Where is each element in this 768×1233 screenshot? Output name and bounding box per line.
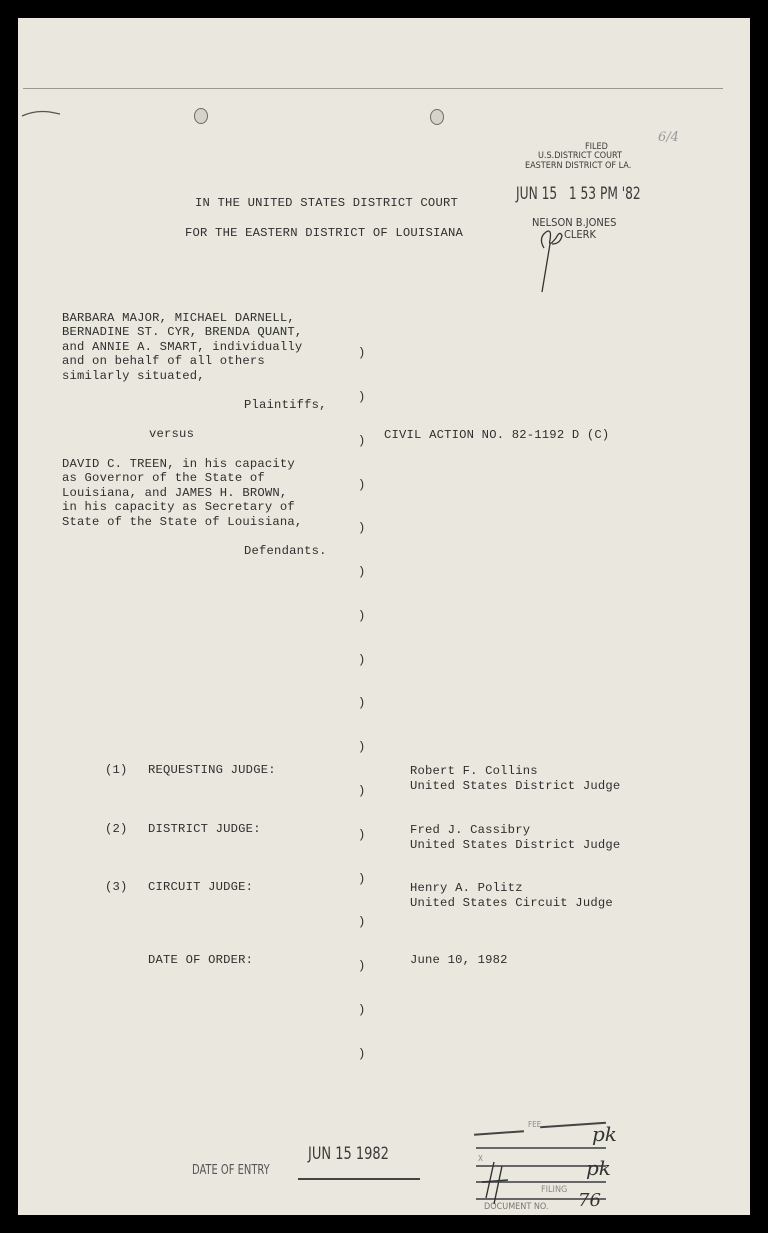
court-caption-line2: FOR THE EASTERN DISTRICT OF LOUISIANA [185, 226, 464, 240]
pen-mark [20, 106, 80, 120]
date-of-entry-underline [298, 1178, 420, 1180]
date-of-order-label: DATE OF ORDER: [148, 953, 254, 967]
filed-court: U.S.DISTRICT COURT [538, 151, 622, 161]
docket-x-mark: X [478, 1154, 483, 1163]
plaintiff-line: BARBARA MAJOR, MICHAEL DARNELL, [62, 311, 295, 325]
judge-name: Robert F. Collins [410, 764, 538, 778]
judge-title: United States District Judge [410, 838, 621, 852]
punch-hole-right [430, 109, 444, 125]
caption-parentheses: ) ) ) ) ) ) ) ) ) ) ) ) ) ) ) ) ) [358, 346, 366, 1061]
plaintiffs-label: Plaintiffs, [244, 398, 327, 412]
plaintiff-line: and ANNIE A. SMART, individually [62, 340, 303, 354]
docket-initial: pk [592, 1122, 617, 1146]
defendant-line: Louisiana, and JAMES H. BROWN, [62, 486, 288, 500]
filed-district: EASTERN DISTRICT OF LA. [525, 161, 632, 171]
judge-number: (1) [105, 763, 128, 777]
defendant-line: as Governor of the State of [62, 471, 265, 485]
plaintiff-line: similarly situated, [62, 369, 205, 383]
defendants-label: Defendants. [244, 544, 327, 558]
judge-name: Fred J. Cassibry [410, 823, 531, 837]
docket-handwritten-mark [480, 1158, 510, 1208]
defendant-line: DAVID C. TREEN, in his capacity [62, 457, 295, 471]
date-of-entry-value: JUN 15 1982 [308, 1144, 389, 1164]
document-page [18, 18, 750, 1215]
judge-name: Henry A. Politz [410, 881, 523, 895]
docket-document-no-label: DOCUMENT NO. [484, 1202, 549, 1212]
top-rule [23, 88, 723, 89]
date-of-entry-label: DATE OF ENTRY [192, 1163, 270, 1178]
judge-number: (3) [105, 880, 128, 894]
court-caption-line1: IN THE UNITED STATES DISTRICT COURT [195, 196, 458, 210]
versus-label: versus [149, 427, 195, 441]
civil-action-number: CIVIL ACTION NO. 82-1192 D (C) [384, 428, 610, 442]
docket-fee-label: FEE [528, 1120, 542, 1129]
docket-initial: 76 [578, 1190, 601, 1211]
clerk-name: NELSON B.JONES [532, 216, 617, 229]
plaintiff-line: BERNADINE ST. CYR, BRENDA QUANT, [62, 325, 303, 339]
filed-datetime: JUN 15 1 53 PM '82 [516, 184, 641, 204]
filed-label: FILED [585, 142, 608, 152]
punch-hole-left [194, 108, 208, 124]
date-of-order-value: June 10, 1982 [410, 953, 508, 967]
defendant-line: in his capacity as Secretary of [62, 500, 295, 514]
judge-role: DISTRICT JUDGE: [148, 822, 261, 836]
clerk-signature [530, 218, 570, 298]
docket-filing-label: FILING [541, 1185, 568, 1195]
judge-title: United States District Judge [410, 779, 621, 793]
docket-initial: pk [586, 1156, 611, 1180]
judge-number: (2) [105, 822, 128, 836]
judge-role: REQUESTING JUDGE: [148, 763, 276, 777]
plaintiff-line: and on behalf of all others [62, 354, 265, 368]
judge-role: CIRCUIT JUDGE: [148, 880, 254, 894]
corner-handwritten-mark: 6/4 [658, 130, 679, 145]
judge-title: United States Circuit Judge [410, 896, 613, 910]
defendant-line: State of the State of Louisiana, [62, 515, 303, 529]
clerk-title: CLERK [564, 228, 597, 241]
